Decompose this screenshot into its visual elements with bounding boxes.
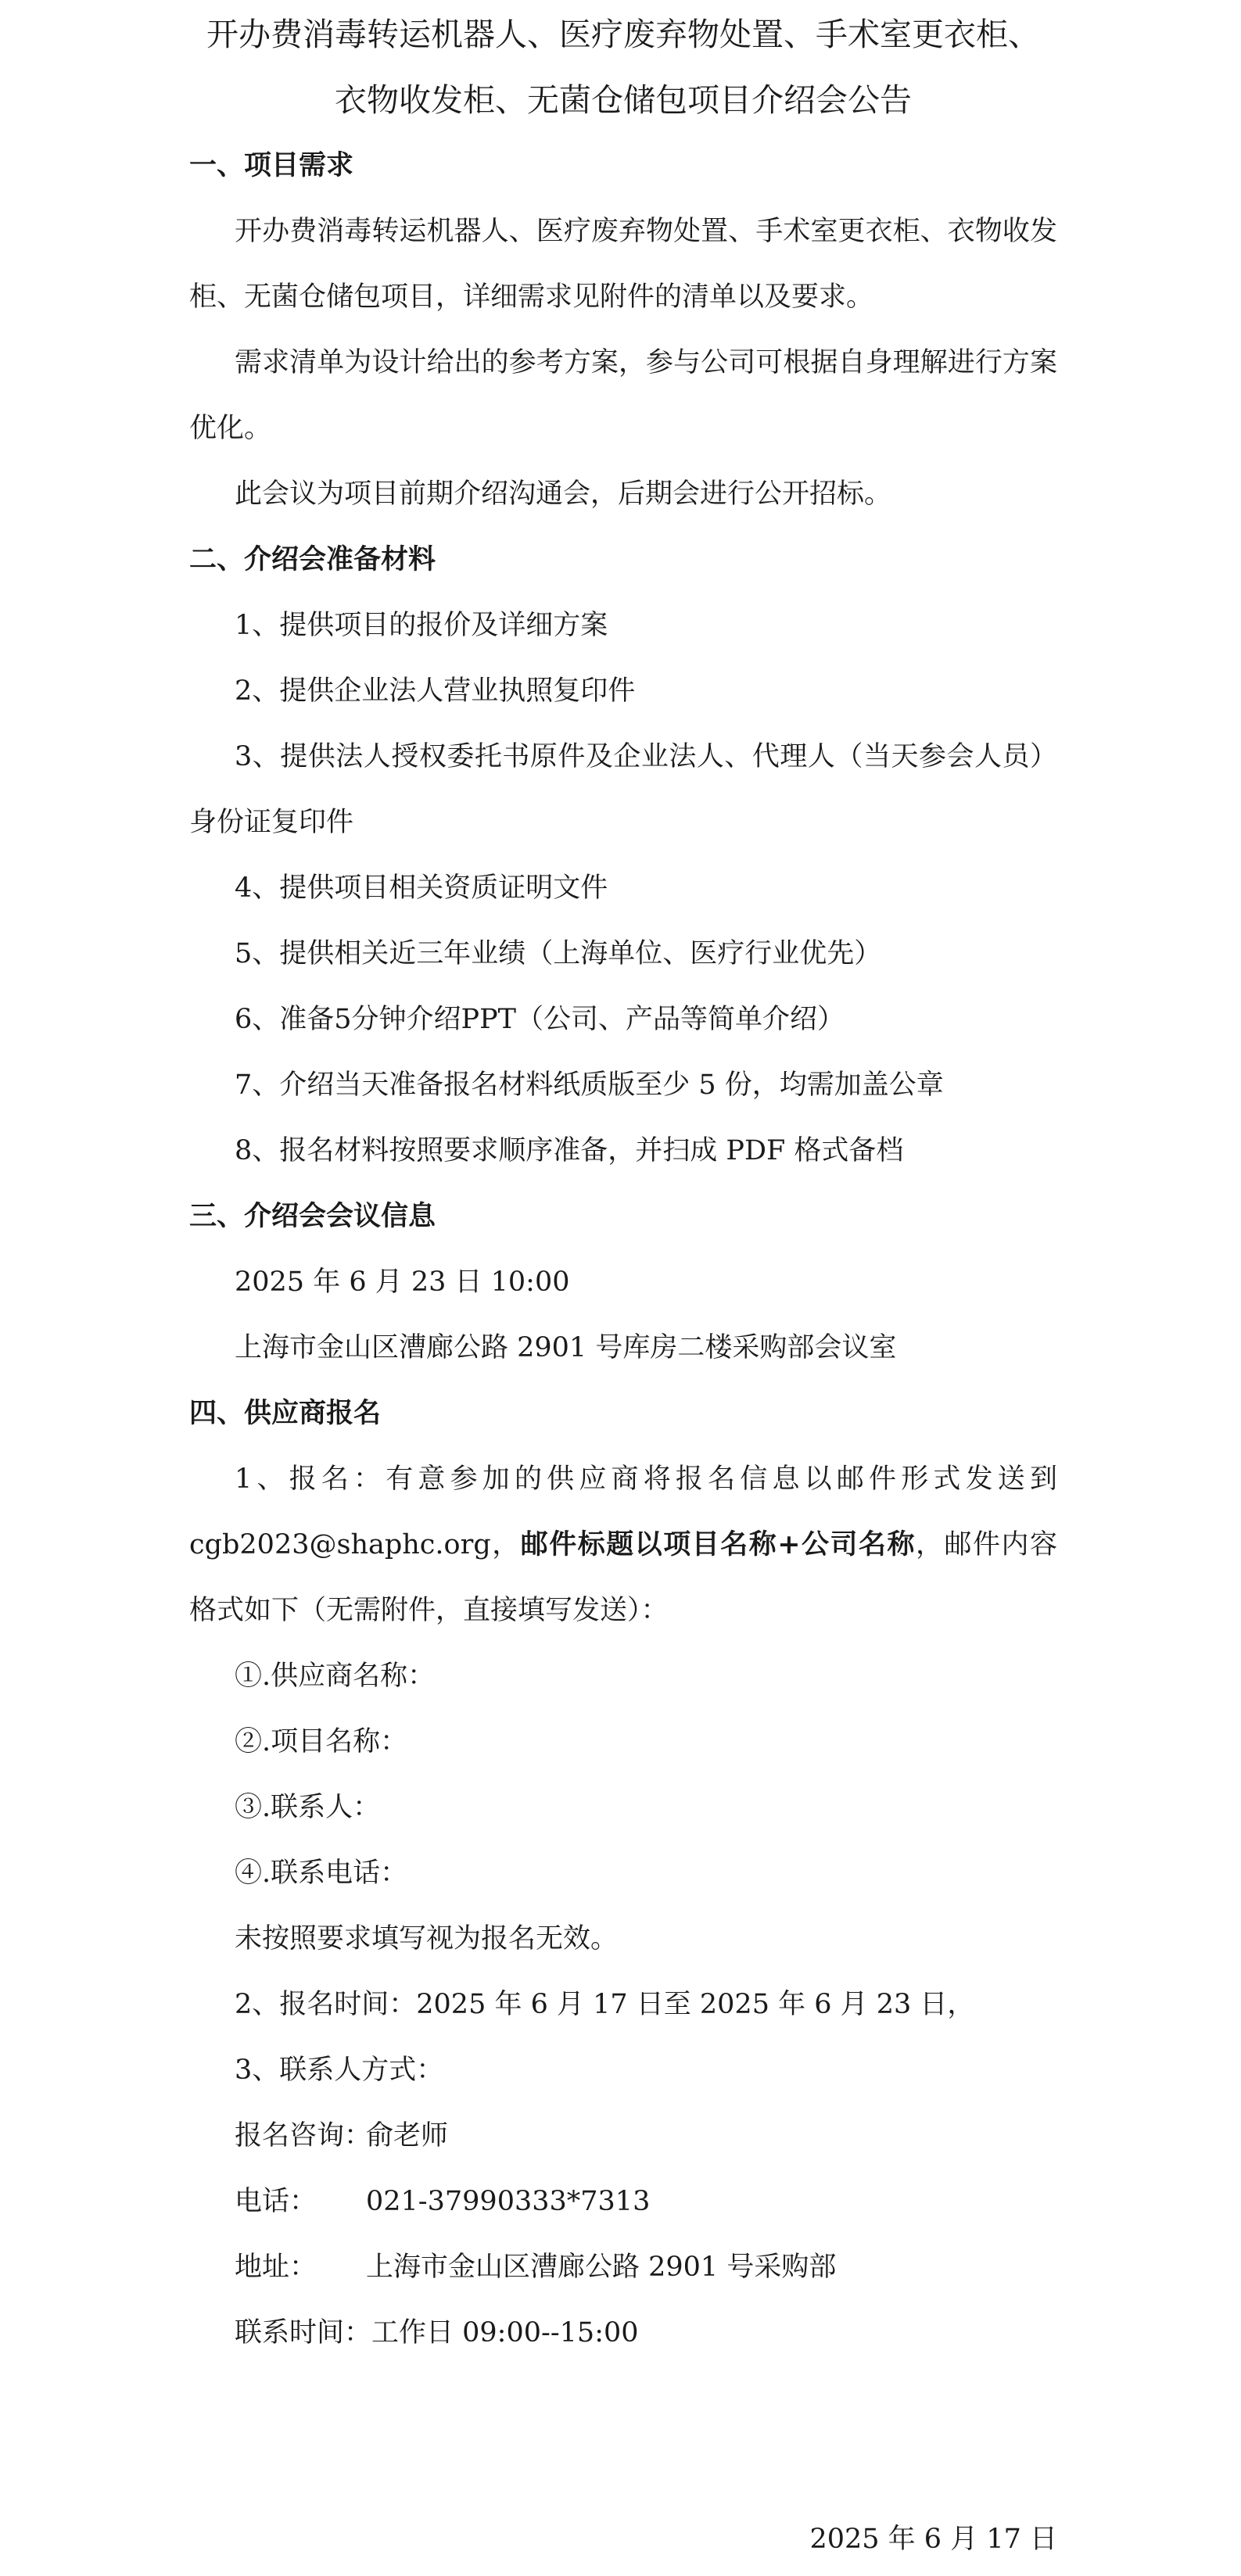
list-item: 1、提供项目的报价及详细方案 [235, 610, 608, 641]
section-supplier-signup [189, 1381, 1057, 2366]
paragraph: 开办费消毒转运机器人、医疗废弃物处置、手术室更衣柜、衣物收发柜、无菌仓储包项目，详细需求见附件的清单以及要求。 [189, 216, 1057, 313]
list-item: 3、提供法人授权委托书原件及企业法人、代理人（当天参会人员）身份证复印件 [189, 741, 1057, 838]
contact-consult-label: 报名咨询： [235, 2120, 372, 2151]
section-heading: 一、项目需求 [189, 149, 354, 181]
list-item: 2、提供企业法人营业执照复印件 [235, 675, 636, 707]
signup-email-link[interactable]: cgb2023@shaphc.org [189, 1529, 491, 1560]
contact-phone [189, 2169, 1057, 2234]
form-field-project-name: ②.项目名称： [235, 1726, 408, 1757]
list-item: 4、提供项目相关资质证明文件 [235, 872, 608, 904]
list-item: 6、准备5分钟介绍PPT（公司、产品等简单介绍） [235, 1004, 845, 1035]
contact-address [189, 2234, 1057, 2300]
paragraph: 需求清单为设计给出的参考方案，参与公司可根据自身理解进行方案优化。 [189, 347, 1057, 444]
contact-address-label: 地址： [235, 2252, 317, 2283]
signup-email-subject-rule: 邮件标题以项目名称+公司名称 [520, 1528, 916, 1560]
meeting-time: 2025 年 6 月 23 日 10:00 [235, 1267, 570, 1298]
list-item: 7、介绍当天准备报名材料纸质版至少 5 份，均需加盖公章 [235, 1069, 944, 1101]
contact-phone-label: 电话： [235, 2186, 317, 2217]
contact-hours [189, 2300, 1057, 2366]
section-heading: 二、介绍会准备材料 [189, 543, 436, 575]
contact-address-value: 上海市金山区漕廊公路 2901 号采购部 [366, 2252, 837, 2283]
list-item: 5、提供相关近三年业绩（上海单位、医疗行业优先） [235, 938, 882, 969]
form-field-supplier-name: ①.供应商名称： [235, 1661, 436, 1692]
invalid-note: 未按照要求填写视为报名无效。 [235, 1923, 619, 1954]
title-line-2: 衣物收发柜、无菌仓储包项目介绍会公告 [335, 81, 912, 119]
contact-hours-value: 工作日 09:00--15:00 [371, 2317, 639, 2348]
document-title [189, 0, 1057, 133]
announcement-document [189, 0, 1057, 2576]
title-line-1: 开办费消毒转运机器人、医疗废弃物处置、手术室更衣柜、 [206, 16, 1040, 53]
footer-date: 2025 年 6 月 17 日 [809, 2524, 1057, 2555]
contact-phone-value: 021-37990333*7313 [366, 2186, 651, 2217]
signup-prefix: 1、报名：有意参加的供应商将报名信息以邮件形式发送到 [235, 1464, 1057, 1495]
contact-consult [189, 2103, 1057, 2169]
signup-suffix: ，邮件内容格式如下（无需附件，直接填写发送）： [189, 1529, 1057, 1626]
meeting-location: 上海市金山区漕廊公路 2901 号库房二楼采购部会议室 [235, 1332, 897, 1363]
section-heading: 三、介绍会会议信息 [189, 1200, 436, 1232]
signup-instructions [189, 1446, 1057, 1643]
signup-time: 2、报名时间：2025 年 6 月 17 日至 2025 年 6 月 23 日， [235, 1989, 975, 2020]
section-meeting-info [189, 1184, 1057, 1381]
signup-separator: ， [490, 1529, 521, 1560]
contact-consult-value: 俞老师 [366, 2120, 449, 2151]
form-field-contact-person: ③.联系人： [235, 1792, 381, 1823]
contact-heading: 3、联系人方式： [235, 2055, 444, 2086]
section-project-requirements [189, 133, 1057, 527]
paragraph: 此会议为项目前期介绍沟通会，后期会进行公开招标。 [235, 478, 892, 510]
contact-hours-label: 联系时间： [235, 2317, 372, 2348]
section-heading: 四、供应商报名 [189, 1397, 382, 1429]
list-item: 8、报名材料按照要求顺序准备，并扫成 PDF 格式备档 [235, 1135, 904, 1166]
section-preparation-materials [189, 527, 1057, 1184]
form-field-contact-phone: ④.联系电话： [235, 1858, 408, 1889]
